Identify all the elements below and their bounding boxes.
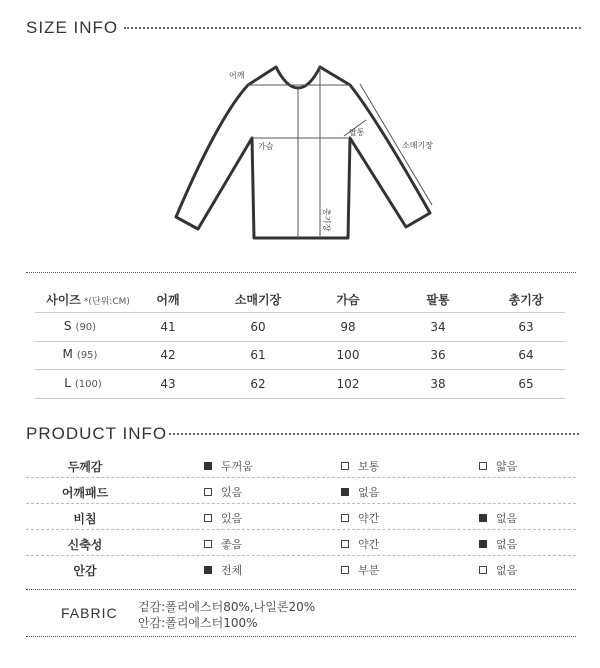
label-chest: 가슴: [258, 142, 274, 151]
option-present: 있음: [204, 484, 242, 500]
attr-label-shoulder-pad: 어깨패드: [61, 486, 109, 500]
table-cell: 63: [518, 320, 534, 334]
fabric-outer: 겉감:폴리에스터80%,나일론20%: [138, 600, 316, 614]
option-partial: 부분: [341, 562, 379, 578]
table-cell: 98: [340, 320, 356, 334]
table-row-divider: [35, 369, 565, 370]
option-thin: 얇음: [479, 458, 517, 474]
unit-note: *(단위:CM): [83, 297, 130, 307]
option-none: 없음: [341, 484, 379, 500]
table-cell: 65: [518, 377, 534, 391]
size-table-header-size: 사이즈 *(단위:CM): [46, 293, 130, 307]
checkbox-checked-icon: [479, 540, 487, 548]
checkbox-checked-icon: [204, 462, 212, 470]
option-slight: 약간: [341, 536, 379, 552]
checkbox-empty-icon: [341, 566, 349, 574]
attr-label-see-through: 비침: [73, 512, 97, 526]
checkbox-empty-icon: [204, 540, 212, 548]
table-cell: 64: [518, 348, 534, 362]
option-none: 없음: [479, 562, 517, 578]
table-cell: 62: [250, 377, 266, 391]
product-info-heading: [26, 424, 579, 444]
label-total-length: 총기장: [322, 208, 331, 232]
table-cell: 34: [430, 320, 446, 334]
checkbox-empty-icon: [479, 462, 487, 470]
checkbox-empty-icon: [204, 514, 212, 522]
checkbox-empty-icon: [341, 462, 349, 470]
table-cell: 102: [336, 377, 360, 391]
jacket-size-diagram: [0, 0, 600, 250]
table-top-divider: [26, 272, 576, 273]
attr-label-elasticity: 신축성: [67, 538, 103, 552]
option-present: 있음: [204, 510, 242, 526]
size-info-title: SIZE INFO: [26, 18, 119, 37]
attr-row-divider: [26, 555, 576, 556]
checkbox-checked-icon: [479, 514, 487, 522]
col-header-sleeve-length: 소매기장: [234, 293, 282, 307]
table-row-size-label: L (100): [64, 376, 102, 390]
label-shoulder: 어깨: [229, 71, 245, 80]
checkbox-empty-icon: [479, 566, 487, 574]
title-divider: [169, 433, 579, 435]
fabric-label: FABRIC: [61, 605, 118, 621]
table-cell: 41: [160, 320, 176, 334]
option-good: 좋음: [204, 536, 242, 552]
option-thick: 두꺼움: [204, 458, 253, 474]
fabric-top-divider: [26, 589, 576, 590]
table-cell: 43: [160, 377, 176, 391]
table-cell: 60: [250, 320, 266, 334]
table-bottom-divider: [35, 398, 565, 399]
checkbox-empty-icon: [341, 514, 349, 522]
col-header-sleeve-width: 팔통: [426, 293, 450, 307]
attr-row-divider: [26, 477, 576, 478]
attr-label-thickness: 두께감: [67, 460, 103, 474]
option-normal: 보통: [341, 458, 379, 474]
option-slight: 약간: [341, 510, 379, 526]
table-cell: 36: [430, 348, 446, 362]
checkbox-empty-icon: [204, 488, 212, 496]
table-cell: 100: [336, 348, 360, 362]
table-row-size-label: S (90): [63, 319, 97, 333]
col-header-chest: 가슴: [336, 293, 360, 307]
option-full: 전체: [204, 562, 242, 578]
option-none: 없음: [479, 510, 517, 526]
table-cell: 42: [160, 348, 176, 362]
col-header-total-length: 총기장: [508, 293, 544, 307]
product-info-title: PRODUCT INFO: [26, 424, 168, 443]
checkbox-checked-icon: [204, 566, 212, 574]
fabric-lining: 안감:폴리에스터100%: [138, 616, 258, 630]
table-row-divider: [35, 312, 565, 313]
attr-label-lining: 안감: [73, 564, 97, 578]
checkbox-empty-icon: [341, 540, 349, 548]
col-header-shoulder: 어깨: [156, 293, 180, 307]
fabric-bottom-divider: [26, 636, 576, 637]
attr-row-divider: [26, 529, 576, 530]
jacket-outline: [176, 67, 430, 238]
attr-row-divider: [26, 503, 576, 504]
table-row-divider: [35, 341, 565, 342]
label-sleeve-length: 소매기장: [402, 141, 433, 150]
option-none: 없음: [479, 536, 517, 552]
table-cell: 61: [250, 348, 266, 362]
table-cell: 38: [430, 377, 446, 391]
checkbox-checked-icon: [341, 488, 349, 496]
table-row-size-label: M (95): [62, 347, 98, 361]
label-sleeve-width: 팔통: [349, 128, 365, 137]
